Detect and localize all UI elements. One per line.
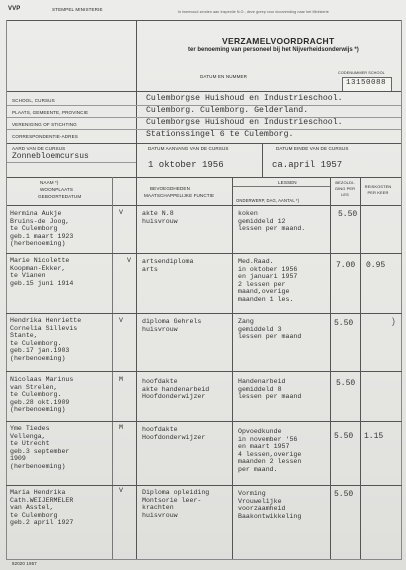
einde-value: ca.april 1957 (272, 160, 343, 170)
info-value-plaats: Culemborg. Culemborg. Gelderland. (146, 106, 309, 115)
row-2-bevoegd: artsendiploma arts (142, 258, 194, 273)
header-row-line (6, 205, 402, 206)
row-2-naam: Marie Nicolette Koopman-Ekker, te Vianen geb.15 juni 1914 (10, 257, 74, 287)
aard-label: AARD VAN DE CURSUS (12, 146, 66, 151)
row-5-lessen: Opvoedkunde in november '56 en maart 1957 4 lessen,overige maanden 2 lessen per maand. (238, 428, 302, 473)
row-2-reis: 0.95 (366, 261, 386, 270)
row-6-lessen: Vorming Vrouwelijke voorzaamheid Baakontwikkeling (238, 490, 302, 520)
row-line-5 (6, 485, 402, 486)
cursus-bottom-line (6, 177, 402, 178)
row-2-bezold: 7.00 (336, 261, 356, 270)
stamp-divider (136, 20, 137, 92)
row-4-naam: Nicolaas Marinus van Strelen, te Culemborg. geb.28 okt.1909 (herbenoeming) (10, 376, 74, 414)
row-line-4 (6, 421, 402, 422)
row-6-sex: V (119, 487, 123, 494)
row-5-bevoegd: hoofdakte Hoofdonderwijzer (142, 426, 206, 441)
stempel-label: STEMPEL MINISTERIE (52, 7, 103, 12)
col-bevoegdheden: BEVOEGDHEDEN (150, 186, 191, 191)
left-border (6, 20, 7, 560)
info-label-plaats: PLAATS, GEMEENTE, PROVINCIE (12, 110, 89, 115)
info-label-correspondentie: CORRESPONDENTIE-ADRES (12, 134, 78, 139)
code-label: CODENUMMER SCHOOL (338, 71, 385, 75)
col-lessen: LESSEN (278, 180, 297, 185)
margin-mark: ) (392, 316, 395, 326)
col-line-lessen (232, 177, 233, 560)
row-1-naam: Hermina Aukje Bruins-de Joog, te Culemborg geb.1 maart 1923 (herbenoeming) (10, 210, 74, 248)
vvp-label: VVP (8, 6, 21, 12)
instructions-text: In tweevoud zenden aan Inspectie N.O., deze greep voor doorzending naar het Ministerie (178, 10, 329, 14)
col-onderwerp: ONDERWERP, DAG, AANTAL *) (236, 198, 300, 203)
row-1-sex: V (119, 209, 123, 216)
info-label-school: SCHOOL, CURSUS (12, 98, 55, 103)
row-3-lessen: Zang gemiddeld 3 lessen per maand (238, 318, 302, 341)
col-line-bezold (330, 177, 331, 560)
bottom-border (6, 559, 402, 560)
row-4-lessen: Handenarbeid gemiddeld 8 lessen per maand (238, 378, 302, 401)
row-5-sex: M (119, 424, 123, 431)
row-4-bevoegd: hoofdakte akte handenarbeid Hoofdonderwijzer (142, 378, 210, 401)
info-value-vereniging: Culemborgse Huishoud en Industrieschool. (146, 118, 343, 127)
right-border (401, 20, 402, 560)
col-woonplaats: WOONPLAATS (40, 187, 74, 192)
info-label-vereniging: VERENIGING OF STICHTING (12, 122, 77, 127)
row-5-naam: Yme Tiedes Vellenga, te Utrecht geb.3 september 1909 (herbenoeming) (10, 425, 70, 470)
top-border (6, 20, 402, 21)
form-subtitle: ter benoeming van personeel bij het Nijverheidsonderwijs *) (188, 47, 359, 53)
row-line-3 (6, 371, 402, 372)
col-line-sex (112, 177, 113, 560)
row-5-reis: 1.15 (364, 432, 384, 441)
header-bottom-line (6, 91, 402, 92)
col-line-bevoegd (136, 177, 137, 560)
row-1-bevoegd: akte N.8 huisvrouw (142, 210, 178, 225)
row-3-bezold: 5.50 (334, 319, 354, 328)
datum-label: DATUM EN NUMMER (200, 74, 248, 79)
row-4-bezold: 5.50 (336, 379, 356, 388)
cursus-divider-1 (136, 143, 137, 177)
row-1-bezold: 5.50 (338, 210, 358, 219)
einde-label: DATUM EINDE VAN DE CURSUS (276, 146, 349, 151)
aanvang-value: 1 oktober 1956 (148, 160, 224, 170)
row-3-sex: V (119, 317, 123, 324)
row-5-bezold: 5.50 (334, 432, 354, 441)
cursus-divider-2 (262, 143, 263, 177)
row-1-lessen: koken gemiddeld 12 lessen per maand. (238, 210, 306, 233)
row-line-2 (6, 313, 402, 314)
info-value-correspondentie: Stationssingel 6 te Culemborg. (146, 130, 294, 139)
row-3-bevoegd: diploma Gehrels huisvrouw (142, 318, 202, 333)
aard-underline (6, 162, 136, 163)
col-line-reis (360, 177, 361, 560)
info-bottom-line (6, 143, 402, 144)
col-naam: NAAM *) (40, 180, 59, 185)
row-6-bevoegd: Diploma opleiding Montsorie leer- krachten huisvrouw (142, 489, 210, 519)
aanvang-label: DATUM AANVANG VAN DE CURSUS (148, 146, 229, 151)
col-bezoldiging: BEZOLDI- GING PER LES (334, 180, 356, 197)
col-geboortedatum: GEBOORTEDATUM (38, 194, 82, 199)
info-value-school: Culemborgse Huishoud en Industrieschool. (146, 94, 343, 103)
row-2-sex: V (127, 257, 131, 264)
form-title: VERZAMELVOORDRACHT (222, 36, 335, 46)
footer-code: 82020 1957 (12, 561, 37, 566)
lessen-subline (232, 186, 330, 187)
col-maatschappelijke: MAATSCHAPPELIJKE FUNCTIE (144, 193, 215, 198)
row-line-1 (6, 253, 402, 254)
aard-value: Zonnebloemcursus (12, 152, 89, 161)
row-6-naam: Maria Hendrika Cath.WEIJERMELER van Asstel, te Culemborg geb.2 april 1927 (10, 489, 74, 527)
row-3-naam: Hendrika Henriette Cornelia Sillevis Stante, te Culemborg. geb.17 jan.1903 (herbenoeming) (10, 317, 82, 362)
row-2-lessen: Med.Raad. in oktober 1956 en januari 1957 2 lessen per maand,overige maanden 1 les. (238, 258, 298, 303)
row-6-bezold: 5.50 (334, 490, 354, 499)
code-value: 13150088 (346, 79, 387, 87)
row-4-sex: M (119, 376, 123, 383)
col-reiskosten: REISKOSTEN PER KEER (364, 184, 392, 195)
